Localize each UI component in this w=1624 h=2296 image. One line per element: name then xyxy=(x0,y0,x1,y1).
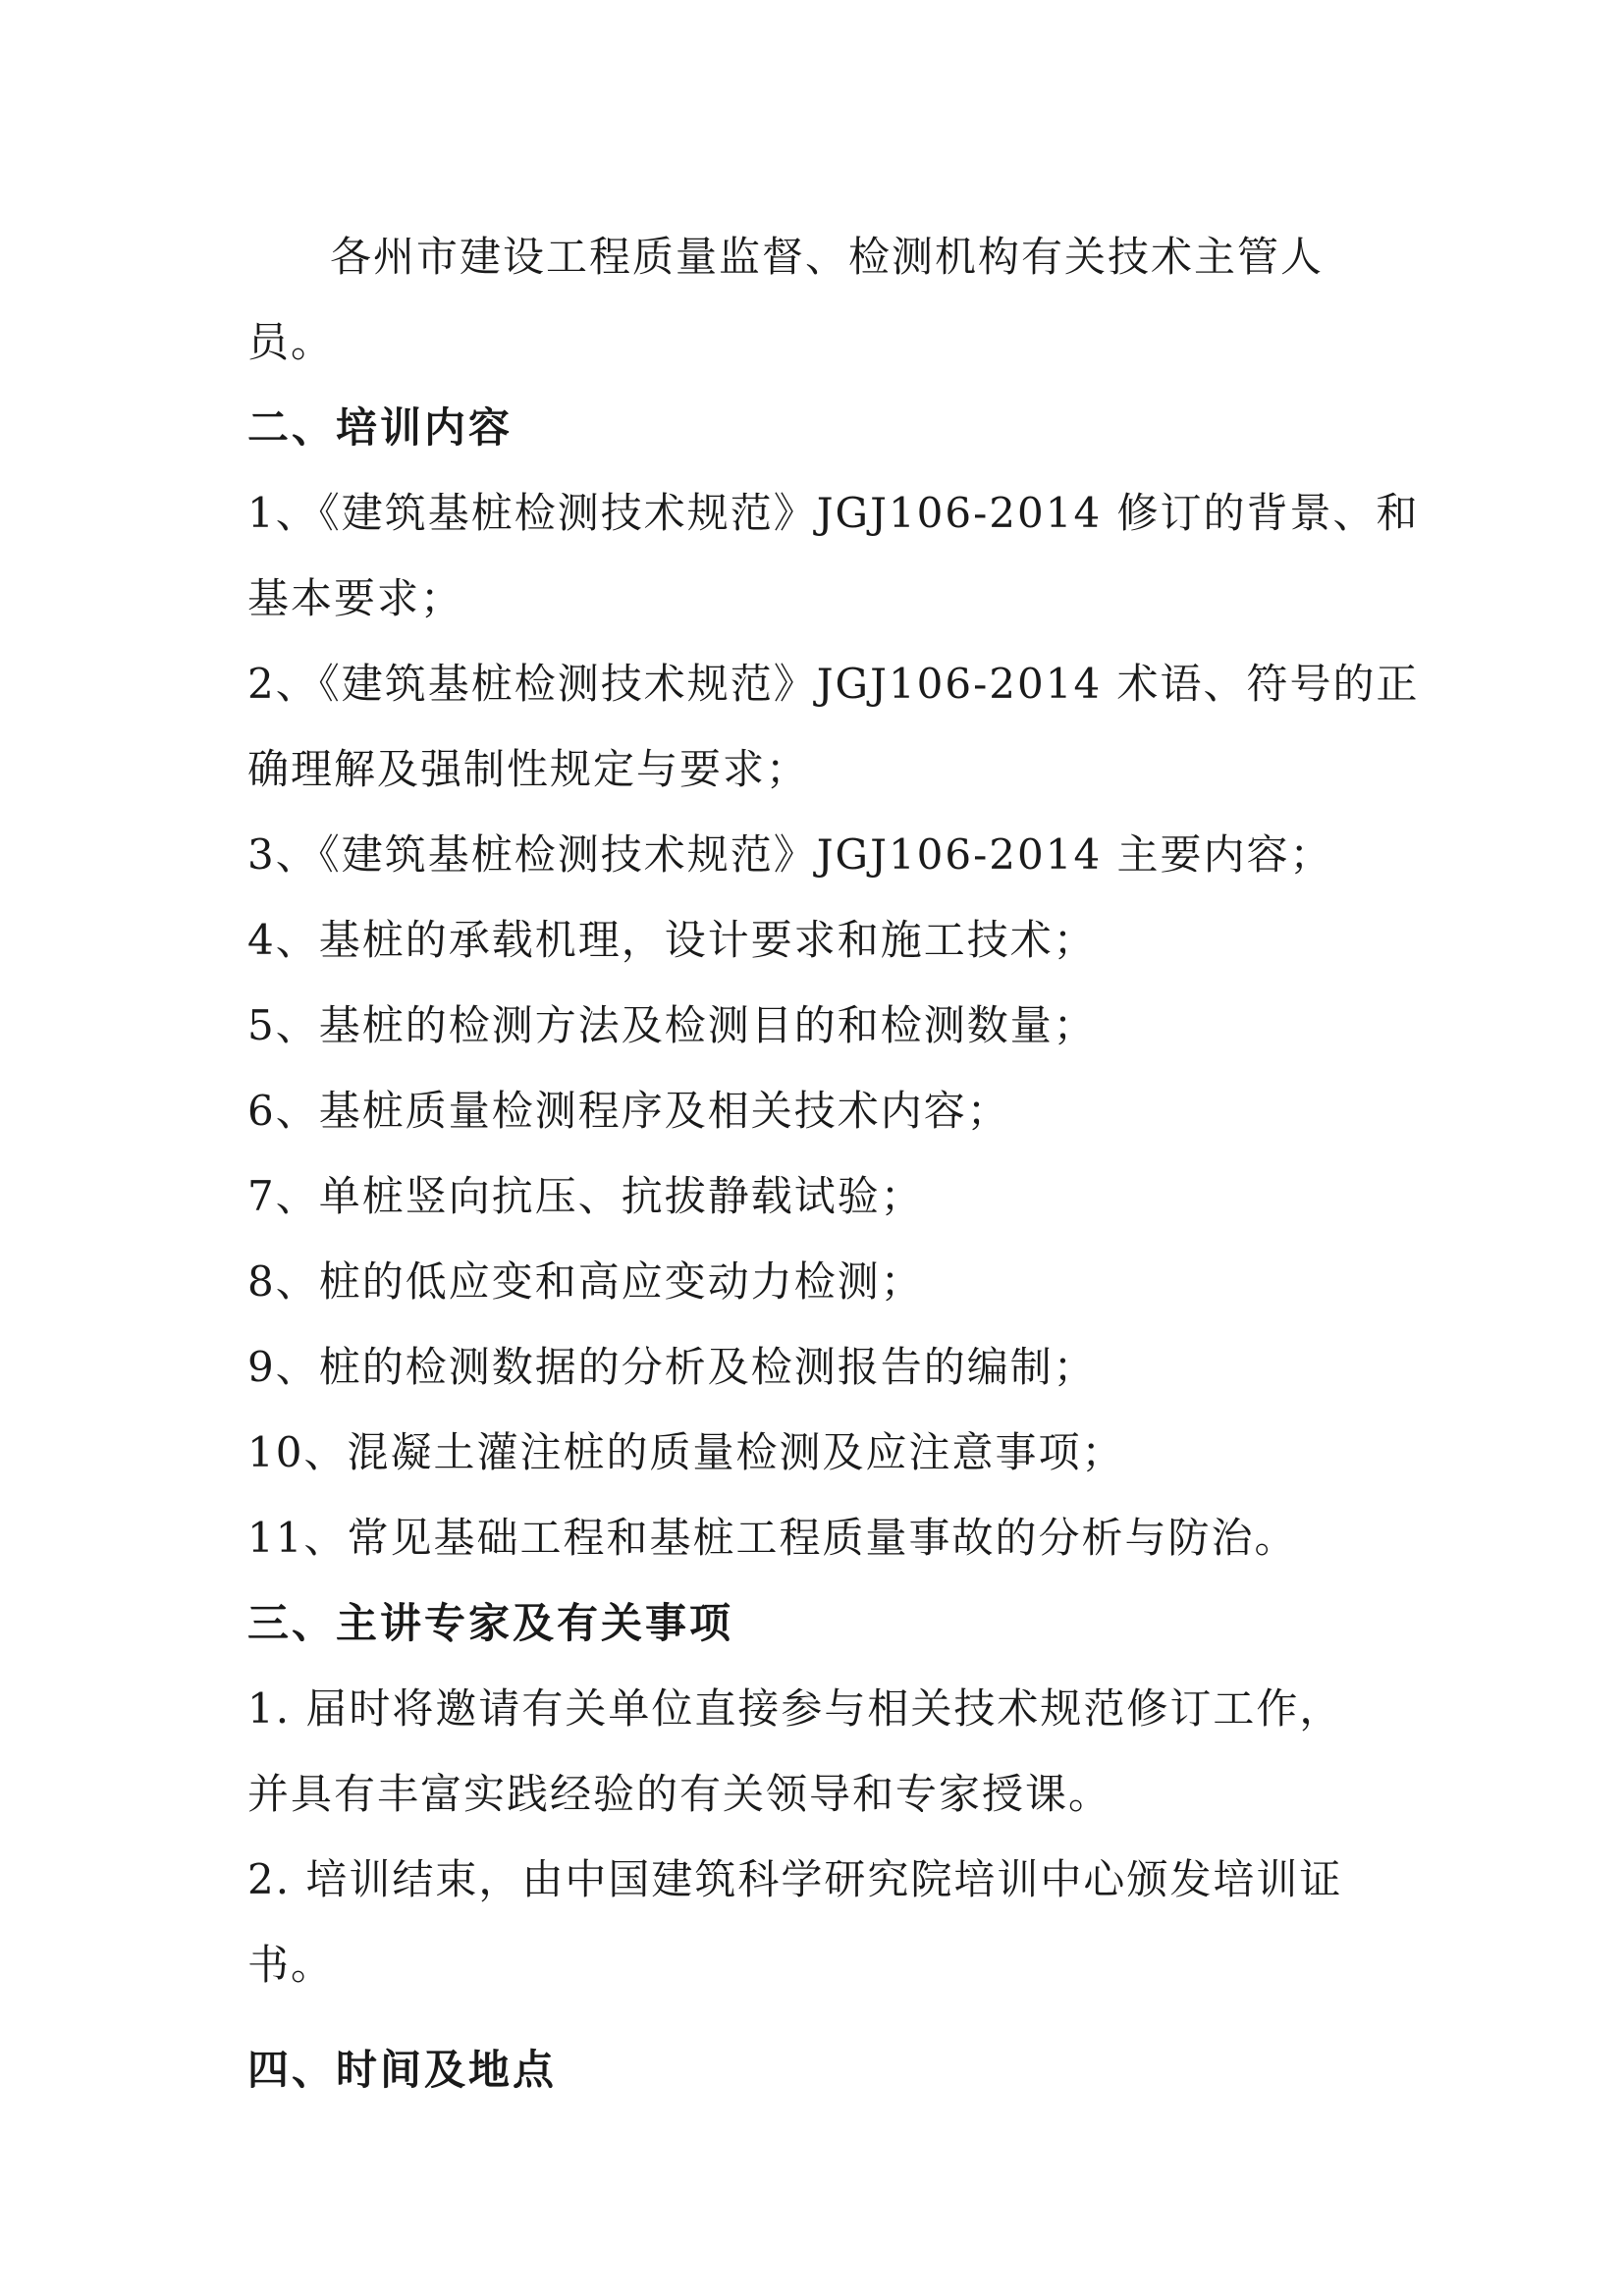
list-item-7: 7、单桩竖向抗压、抗拔静载试验； xyxy=(247,1172,924,1220)
spacer xyxy=(247,2007,1377,2027)
note-item-2-line-1: 2. 培训结束，由中国建筑科学研究院培训中心颁发培训证 xyxy=(247,1855,1343,1903)
intro-paragraph-line-1: 各州市建设工程质量监督、检测机构有关技术主管人 xyxy=(330,233,1325,281)
list-item-6: 6、基桩质量检测程序及相关技术内容； xyxy=(247,1087,1010,1135)
list-item-2-line-1: 2、《建筑基桩检测技术规范》JGJ106-2014 术语、符号的正 xyxy=(247,660,1420,708)
list-item-5: 5、基桩的检测方法及检测目的和检测数量； xyxy=(247,1001,1097,1049)
document-body xyxy=(247,214,1420,2112)
list-item-8: 8、桩的低应变和高应变动力检测； xyxy=(247,1257,924,1306)
list-item-4: 4、基桩的承载机理，设计要求和施工技术； xyxy=(247,916,1097,964)
list-item-2-line-2: 确理解及强制性规定与要求； xyxy=(247,745,810,793)
intro-paragraph-line-2: 员。 xyxy=(247,318,335,366)
list-item-10: 10、混凝土灌注桩的质量检测及应注意事项； xyxy=(247,1428,1125,1476)
list-item-1-line-2: 基本要求； xyxy=(247,574,464,622)
list-item-11: 11、常见基础工程和基桩工程质量事故的分析与防治。 xyxy=(247,1514,1298,1562)
section-heading-training-content: 二、培训内容 xyxy=(247,403,514,452)
note-item-1-line-1: 1. 届时将邀请有关单位直接参与相关技术规范修订工作， xyxy=(247,1684,1343,1733)
list-item-9: 9、桩的检测数据的分析及检测报告的编制； xyxy=(247,1343,1097,1391)
list-item-1-line-1: 1、《建筑基桩检测技术规范》JGJ106-2014 修订的背景、和 xyxy=(247,489,1420,537)
section-heading-time-and-location: 四、时间及地点 xyxy=(247,2046,558,2094)
list-item-3: 3、《建筑基桩检测技术规范》JGJ106-2014 主要内容； xyxy=(247,830,1333,879)
note-item-2-line-2: 书。 xyxy=(247,1941,335,1989)
section-heading-lecturers-and-notes: 三、主讲专家及有关事项 xyxy=(247,1599,734,1647)
note-item-1-line-2: 并具有丰富实践经验的有关领导和专家授课。 xyxy=(247,1770,1112,1818)
